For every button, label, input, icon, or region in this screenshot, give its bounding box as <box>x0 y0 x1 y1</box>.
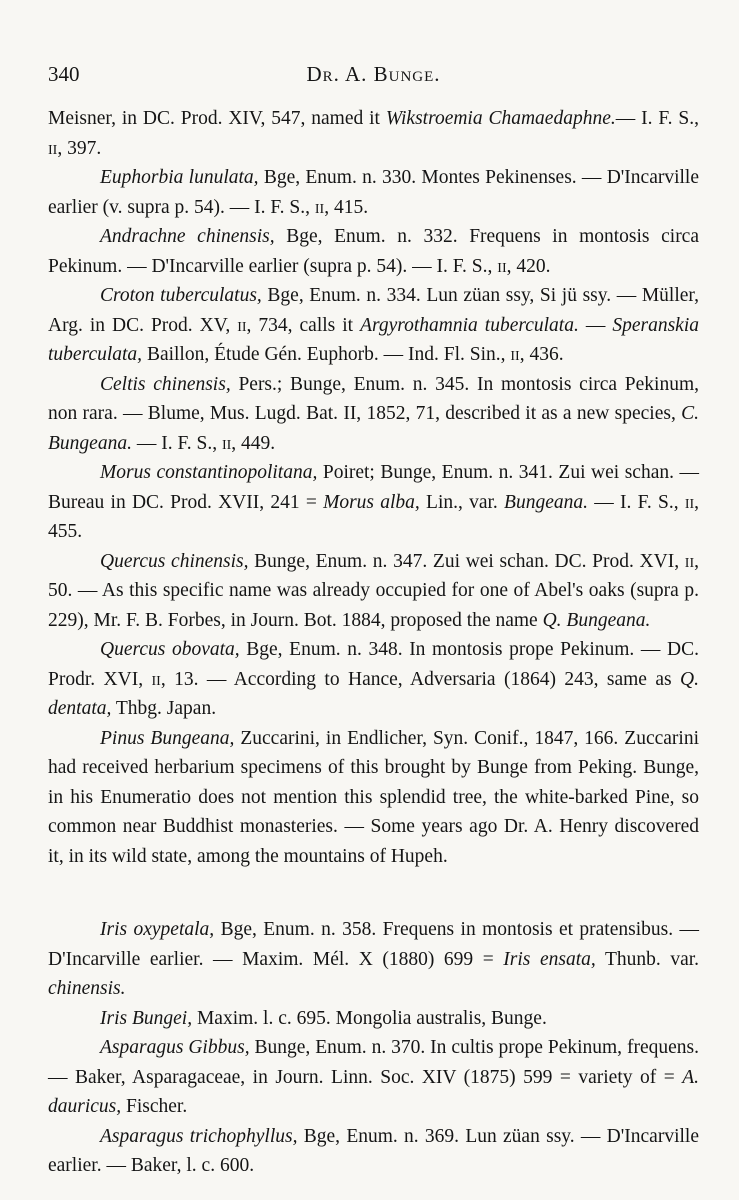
text-run: , 420. <box>506 255 551 277</box>
italic-text: Bungeana. <box>504 491 588 513</box>
paragraph-euphorbia <box>48 163 699 222</box>
paragraph-iris-bungei <box>48 1004 699 1034</box>
text-run: Meisner, in DC. Prod. XIV, 547, named it <box>48 108 386 129</box>
text-run: Bge, Enum. n. 358. Frequens in montosis et pratensibus. — D'Incarville earlier. — Maxim. Mél. X (1880) 699 = <box>48 919 700 970</box>
text-run: , 13. — According to Hance, Adversaria (1864) 243, same as <box>160 668 681 690</box>
roman-numeral: ii <box>314 196 325 218</box>
text-run: Bge, Enum. n. 332. Frequens in montosis circa Pekinum. — D'Incarville earlier (supra p. 54). — I. F. S., <box>48 226 699 277</box>
text-run: Maxim. l. c. 695. Mongolia australis, Bunge. <box>192 1007 547 1029</box>
italic-text: Croton tuberculatus, <box>100 285 262 306</box>
text-run: — <box>578 314 613 336</box>
running-head: Dr. A. Bunge. <box>306 62 441 86</box>
italic-text: Argyrothamnia tuberculata. <box>360 314 579 336</box>
roman-numeral: ii <box>684 491 695 513</box>
page-header <box>48 58 699 92</box>
text-run: , 50. — As this specific name was already occupied for one of Abel's oaks (supra p. 229), Mr. F. B. Forbes, in Journ. Bot. 1884, proposed the name <box>48 550 699 631</box>
text-run: , 415. <box>324 196 369 218</box>
paragraph-quercus-chinensis <box>48 547 699 636</box>
text-run: Fischer. <box>121 1096 188 1117</box>
roman-numeral: ii <box>510 344 520 365</box>
roman-numeral: ii <box>497 255 507 277</box>
text-run: Bge, Enum. n. 348. In montosis prope Pekinum. — DC. Prodr. XVI, <box>48 639 699 690</box>
paragraph-celtis <box>48 370 699 459</box>
italic-text: Morus alba, <box>323 491 420 513</box>
italic-text: Asparagus trichophyllus, <box>100 1125 298 1147</box>
body-text <box>48 104 699 1181</box>
italic-text: chinensis. <box>48 978 126 999</box>
text-run: Pers.; Bunge, Enum. n. 345. In montosis circa Pekinum, non rara. — Blume, Mus. Lugd. Bat. II, 1852, 71, described it as a new species, <box>48 373 699 424</box>
text-run: Poiret; Bunge, Enum. n. 341. Zui wei schan. — Bureau in DC. Prod. XVII, 241 = <box>48 462 700 513</box>
text-run: , 449. <box>231 432 276 454</box>
roman-numeral: ii <box>151 668 161 690</box>
text-run: Bunge, Enum. n. 370. In cultis prope Pekinum, frequens. — Baker, Asparagaceae, in Journ. Linn. Soc. XIV (1875) 599 = variety of = <box>48 1037 699 1088</box>
italic-text: Celtis chinensis, <box>100 373 231 395</box>
paragraph-andrachne <box>48 222 699 281</box>
paragraph-morus <box>48 458 699 547</box>
text-run: Lin., var. <box>419 491 505 513</box>
text-run: Bunge, Enum. n. 347. Zui wei schan. DC. Prod. XVI, <box>248 550 685 572</box>
text-run: , 734, calls it <box>246 314 361 336</box>
italic-text: Iris ensata, <box>503 948 596 970</box>
italic-text: Pinus Bungeana, <box>100 727 235 749</box>
roman-numeral: ii <box>221 432 232 454</box>
italic-text: Andrachne chinensis, <box>100 226 275 247</box>
text-run: Thbg. Japan. <box>111 698 217 719</box>
paragraph-asparagus-trichophyllus <box>48 1122 699 1181</box>
section-gap <box>48 871 699 915</box>
text-run: Thunb. var. <box>595 948 700 970</box>
italic-text: Iris oxypetala, <box>100 919 215 940</box>
paragraph-quercus-obovata <box>48 635 699 724</box>
roman-numeral: ii <box>48 137 58 159</box>
text-run: Bge, Enum. n. 369. Lun züan ssy. — D'Incarville earlier. — Baker, l. c. 600. <box>48 1125 699 1176</box>
italic-text: A. dauricus, <box>48 1066 699 1117</box>
text-run: Bge, Enum. n. 330. Montes Pekinenses. — D'Incarville earlier (v. supra p. 54). — I. F. S., <box>48 167 699 218</box>
paragraph-pinus <box>48 724 699 872</box>
italic-text: Wikstroemia Chamaedaphne. <box>385 108 616 129</box>
text-run: Bge, Enum. n. 334. Lun züan ssy, Si jü ssy. — Müller, Arg. in DC. Prod. XV, <box>48 285 699 336</box>
roman-numeral: ii <box>684 550 695 572</box>
italic-text: Quercus obovata, <box>100 639 240 660</box>
paragraph-croton <box>48 281 699 370</box>
paragraph-iris-oxypetala <box>48 915 699 1004</box>
text-run: , 397. <box>57 137 102 159</box>
paragraph-asparagus-gibbus <box>48 1033 699 1122</box>
italic-text: Q. Bungeana. <box>542 609 651 631</box>
paragraph-meisner <box>48 104 699 163</box>
italic-text: Iris Bungei, <box>100 1007 193 1029</box>
text-run: Zuccarini, in Endlicher, Syn. Conif., 1847, 166. Zuccarini had received herbarium specimens of this brought by Bunge from Peking. Bunge, in his Enumeratio does not mention this splendid tree, the white-barked Pine, so common near Buddhist monasteries. — Some years ago Dr. A. Henry discovered it, in its wild state, among the mountains of Hupeh. <box>48 727 699 867</box>
text-run: — I. F. S., <box>588 491 685 513</box>
text-run: , 455. <box>48 491 700 542</box>
text-run: — I. F. S., <box>615 108 700 129</box>
text-run: — I. F. S., <box>131 432 222 454</box>
italic-text: Asparagus Gibbus, <box>100 1037 250 1058</box>
italic-text: C. Bungeana. <box>48 403 699 454</box>
italic-text: Morus constantinopolitana, <box>100 462 318 483</box>
italic-text: Speranskia tuberculata, <box>48 314 699 365</box>
text-run: , 436. <box>519 344 564 365</box>
text-run: Baillon, Étude Gén. Euphorb. — Ind. Fl. Sin., <box>142 344 511 365</box>
italic-text: Euphorbia lunulata, <box>100 167 259 188</box>
page-number: 340 <box>48 62 80 86</box>
italic-text: Q. dentata, <box>48 668 699 719</box>
italic-text: Quercus chinensis, <box>100 550 249 572</box>
roman-numeral: ii <box>237 314 247 336</box>
